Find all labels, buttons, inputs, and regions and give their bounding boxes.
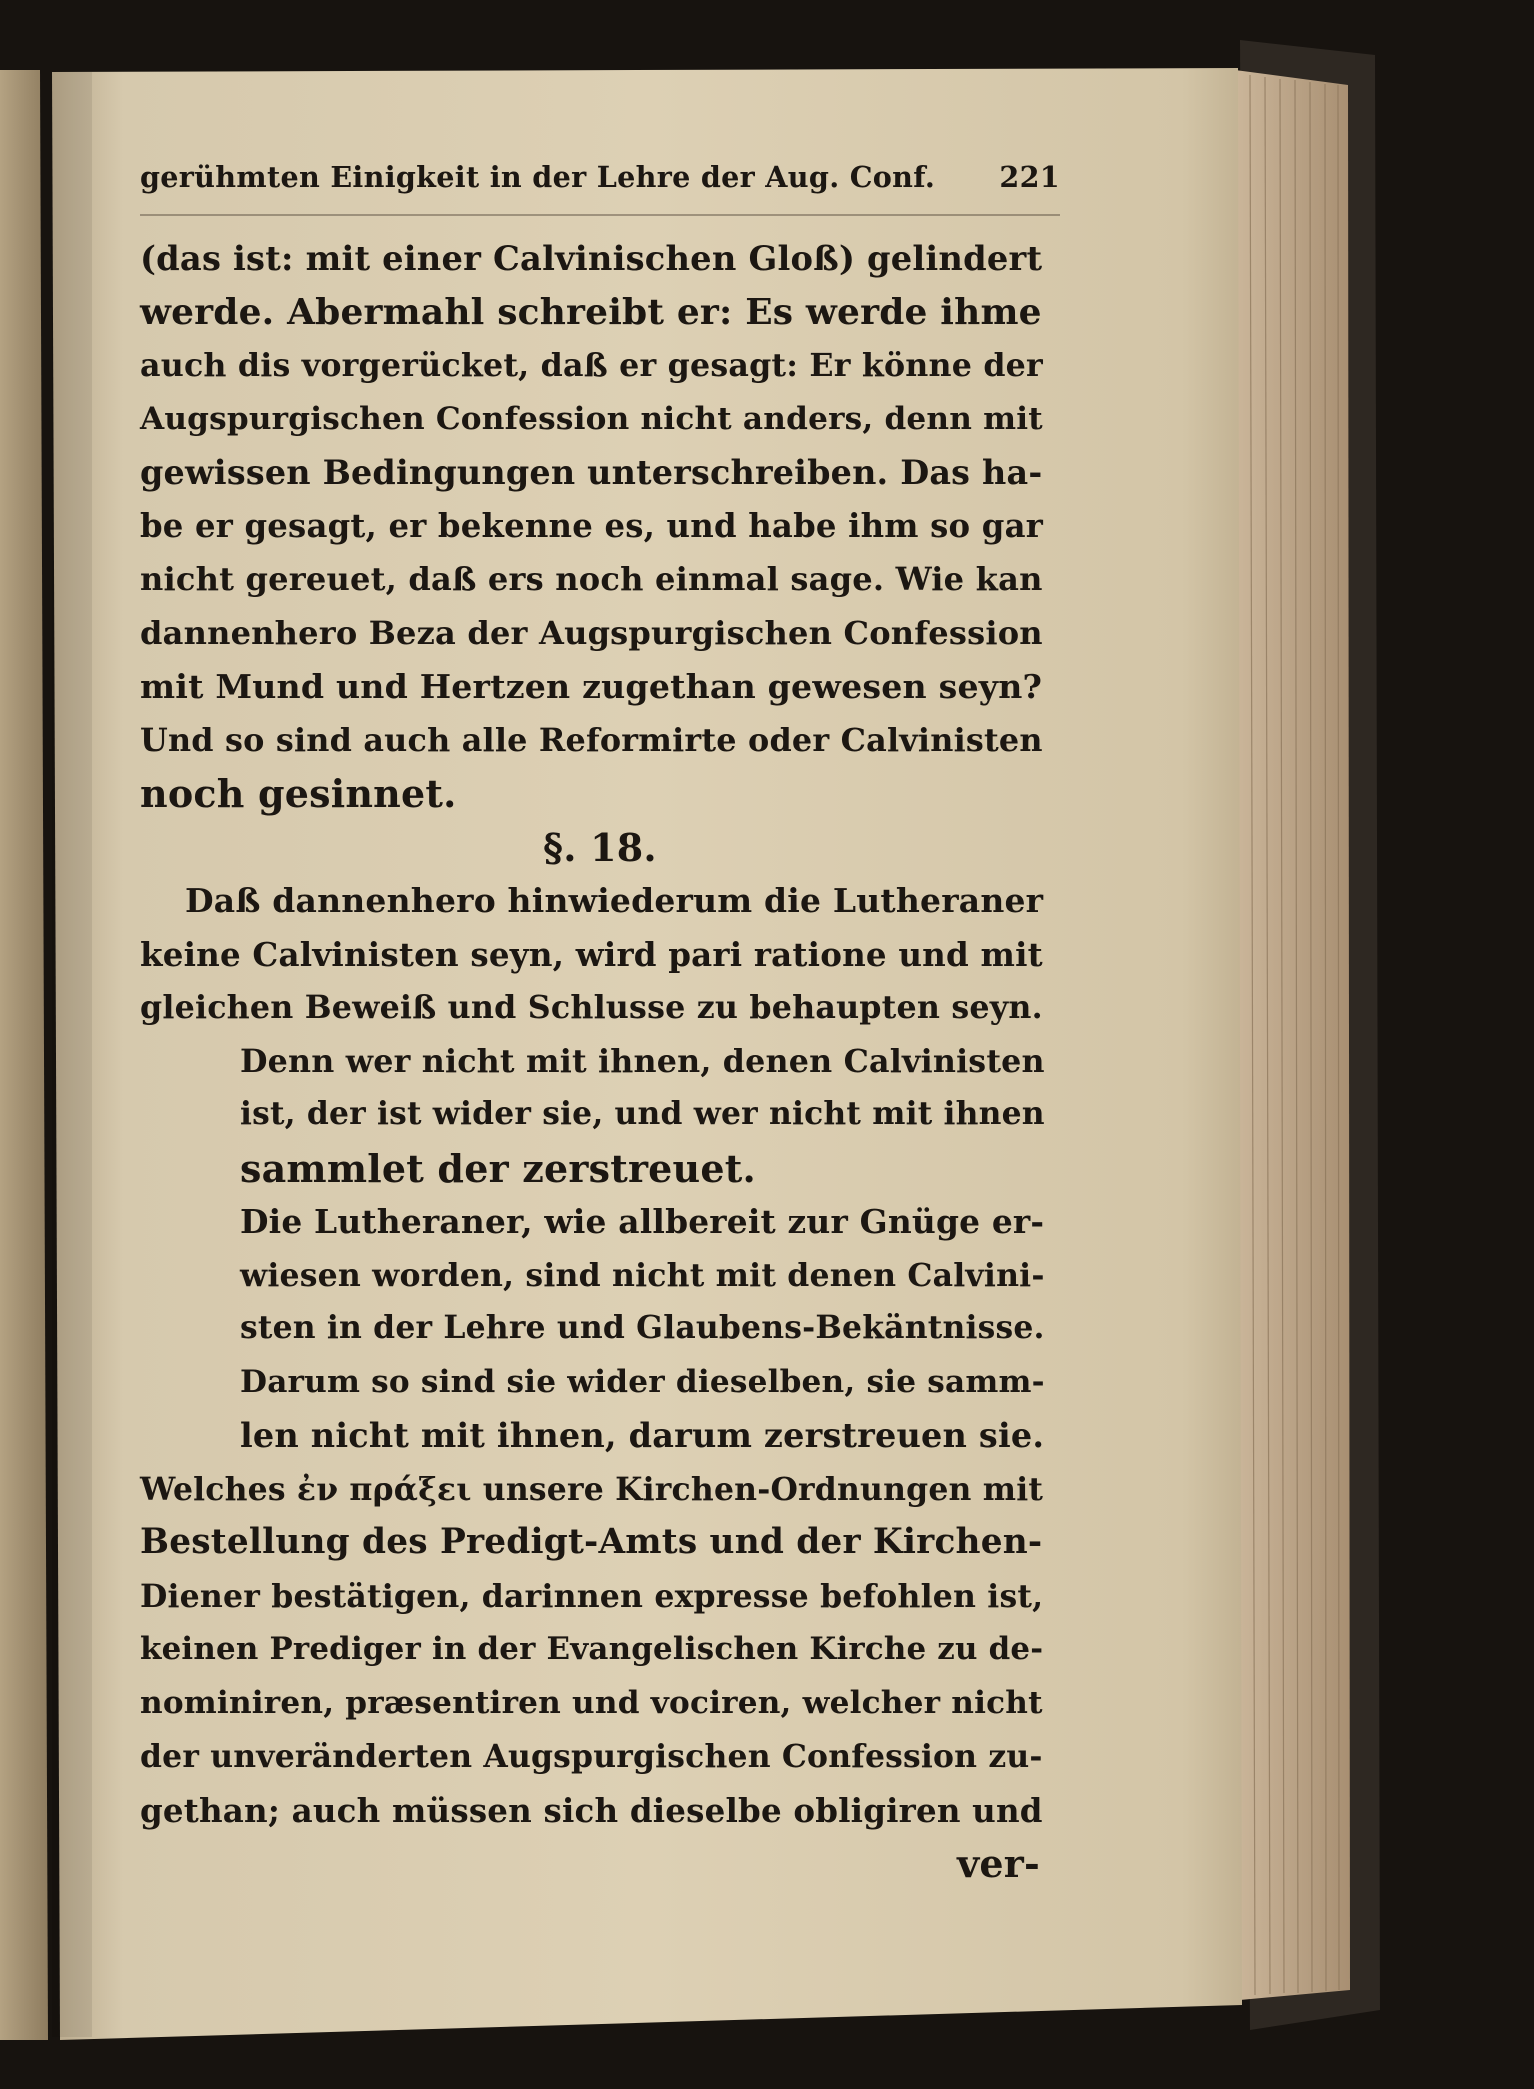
text-line: werde. Abermahl schreibt er: Es werde ihme: [140, 290, 1042, 333]
text-line: dannenhero Beza der Augspurgischen Confession: [140, 613, 1043, 652]
text-line: be er gesagt, er bekenne es, und habe ihm so gar: [140, 506, 1043, 545]
text-line: gethan; auch müssen sich dieselbe obligiren und: [140, 1790, 1043, 1830]
running-head: gerühmten Einigkeit in der Lehre der Aug. Conf.: [140, 160, 936, 194]
body-text: [140, 232, 1060, 1891]
text-line: Darum so sind sie wider dieselben, sie samm-: [240, 1363, 1045, 1400]
text-line: noch gesinnet.: [140, 771, 457, 816]
text-line: keine Calvinisten seyn, wird pari ratione und mit: [140, 934, 1043, 974]
text-line: sammlet der zerstreuet.: [240, 1145, 756, 1191]
text-line: sten in der Lehre und Glaubens-Bekäntnisse.: [240, 1310, 1045, 1346]
section-heading: §. 18.: [543, 824, 657, 870]
text-line: der unveränderten Augspurgischen Confession zu-: [140, 1738, 1043, 1775]
text-line: (das ist: mit einer Calvinischen Gloß) gelindert: [140, 238, 1043, 278]
text-line: gleichen Beweiß und Schlusse zu behaupten seyn.: [140, 989, 1043, 1026]
text-line: auch dis vorgerücket, daß er gesagt: Er könne der: [140, 347, 1043, 384]
text-line: Diener bestätigen, darinnen expresse befohlen ist,: [140, 1577, 1044, 1615]
page-number: 221: [999, 160, 1060, 194]
text-line: nominiren, præsentiren und vociren, welcher nicht: [140, 1684, 1043, 1721]
text-line: mit Mund und Hertzen zugethan gewesen seyn?: [140, 667, 1043, 706]
text-line: gewissen Bedingungen unterschreiben. Das ha-: [140, 453, 1043, 492]
text-line: keinen Prediger in der Evangelischen Kirche zu de-: [140, 1631, 1044, 1667]
left-page: [0, 70, 48, 2040]
running-header: [140, 160, 1060, 210]
catchword: ver-: [957, 1841, 1040, 1886]
text-line: Und so sind auch alle Reformirte oder Calvinisten: [140, 720, 1043, 759]
text-line: Bestellung des Predigt-Amts und der Kirchen-: [140, 1522, 1043, 1562]
text-line: Welches ἐν πράξει unsere Kirchen-Ordnungen mit: [140, 1470, 1044, 1508]
text-line: ist, der ist wider sie, und wer nicht mit ihnen: [240, 1096, 1045, 1132]
text-line: len nicht mit ihnen, darum zerstreuen sie.: [240, 1416, 1045, 1455]
text-line: nicht gereuet, daß ers noch einmal sage. Wie kan: [140, 560, 1043, 598]
text-line: Denn wer nicht mit ihnen, denen Calvinisten: [240, 1042, 1045, 1080]
text-line: wiesen worden, sind nicht mit denen Calvini-: [240, 1256, 1045, 1294]
text-line: Augspurgischen Confession nicht anders, denn mit: [140, 400, 1043, 437]
gutter-shadow: [52, 72, 92, 2037]
text-line: Daß dannenhero hinwiederum die Lutheraner: [185, 881, 1044, 920]
text-line: Die Lutheraner, wie allbereit zur Gnüge er-: [240, 1202, 1045, 1241]
